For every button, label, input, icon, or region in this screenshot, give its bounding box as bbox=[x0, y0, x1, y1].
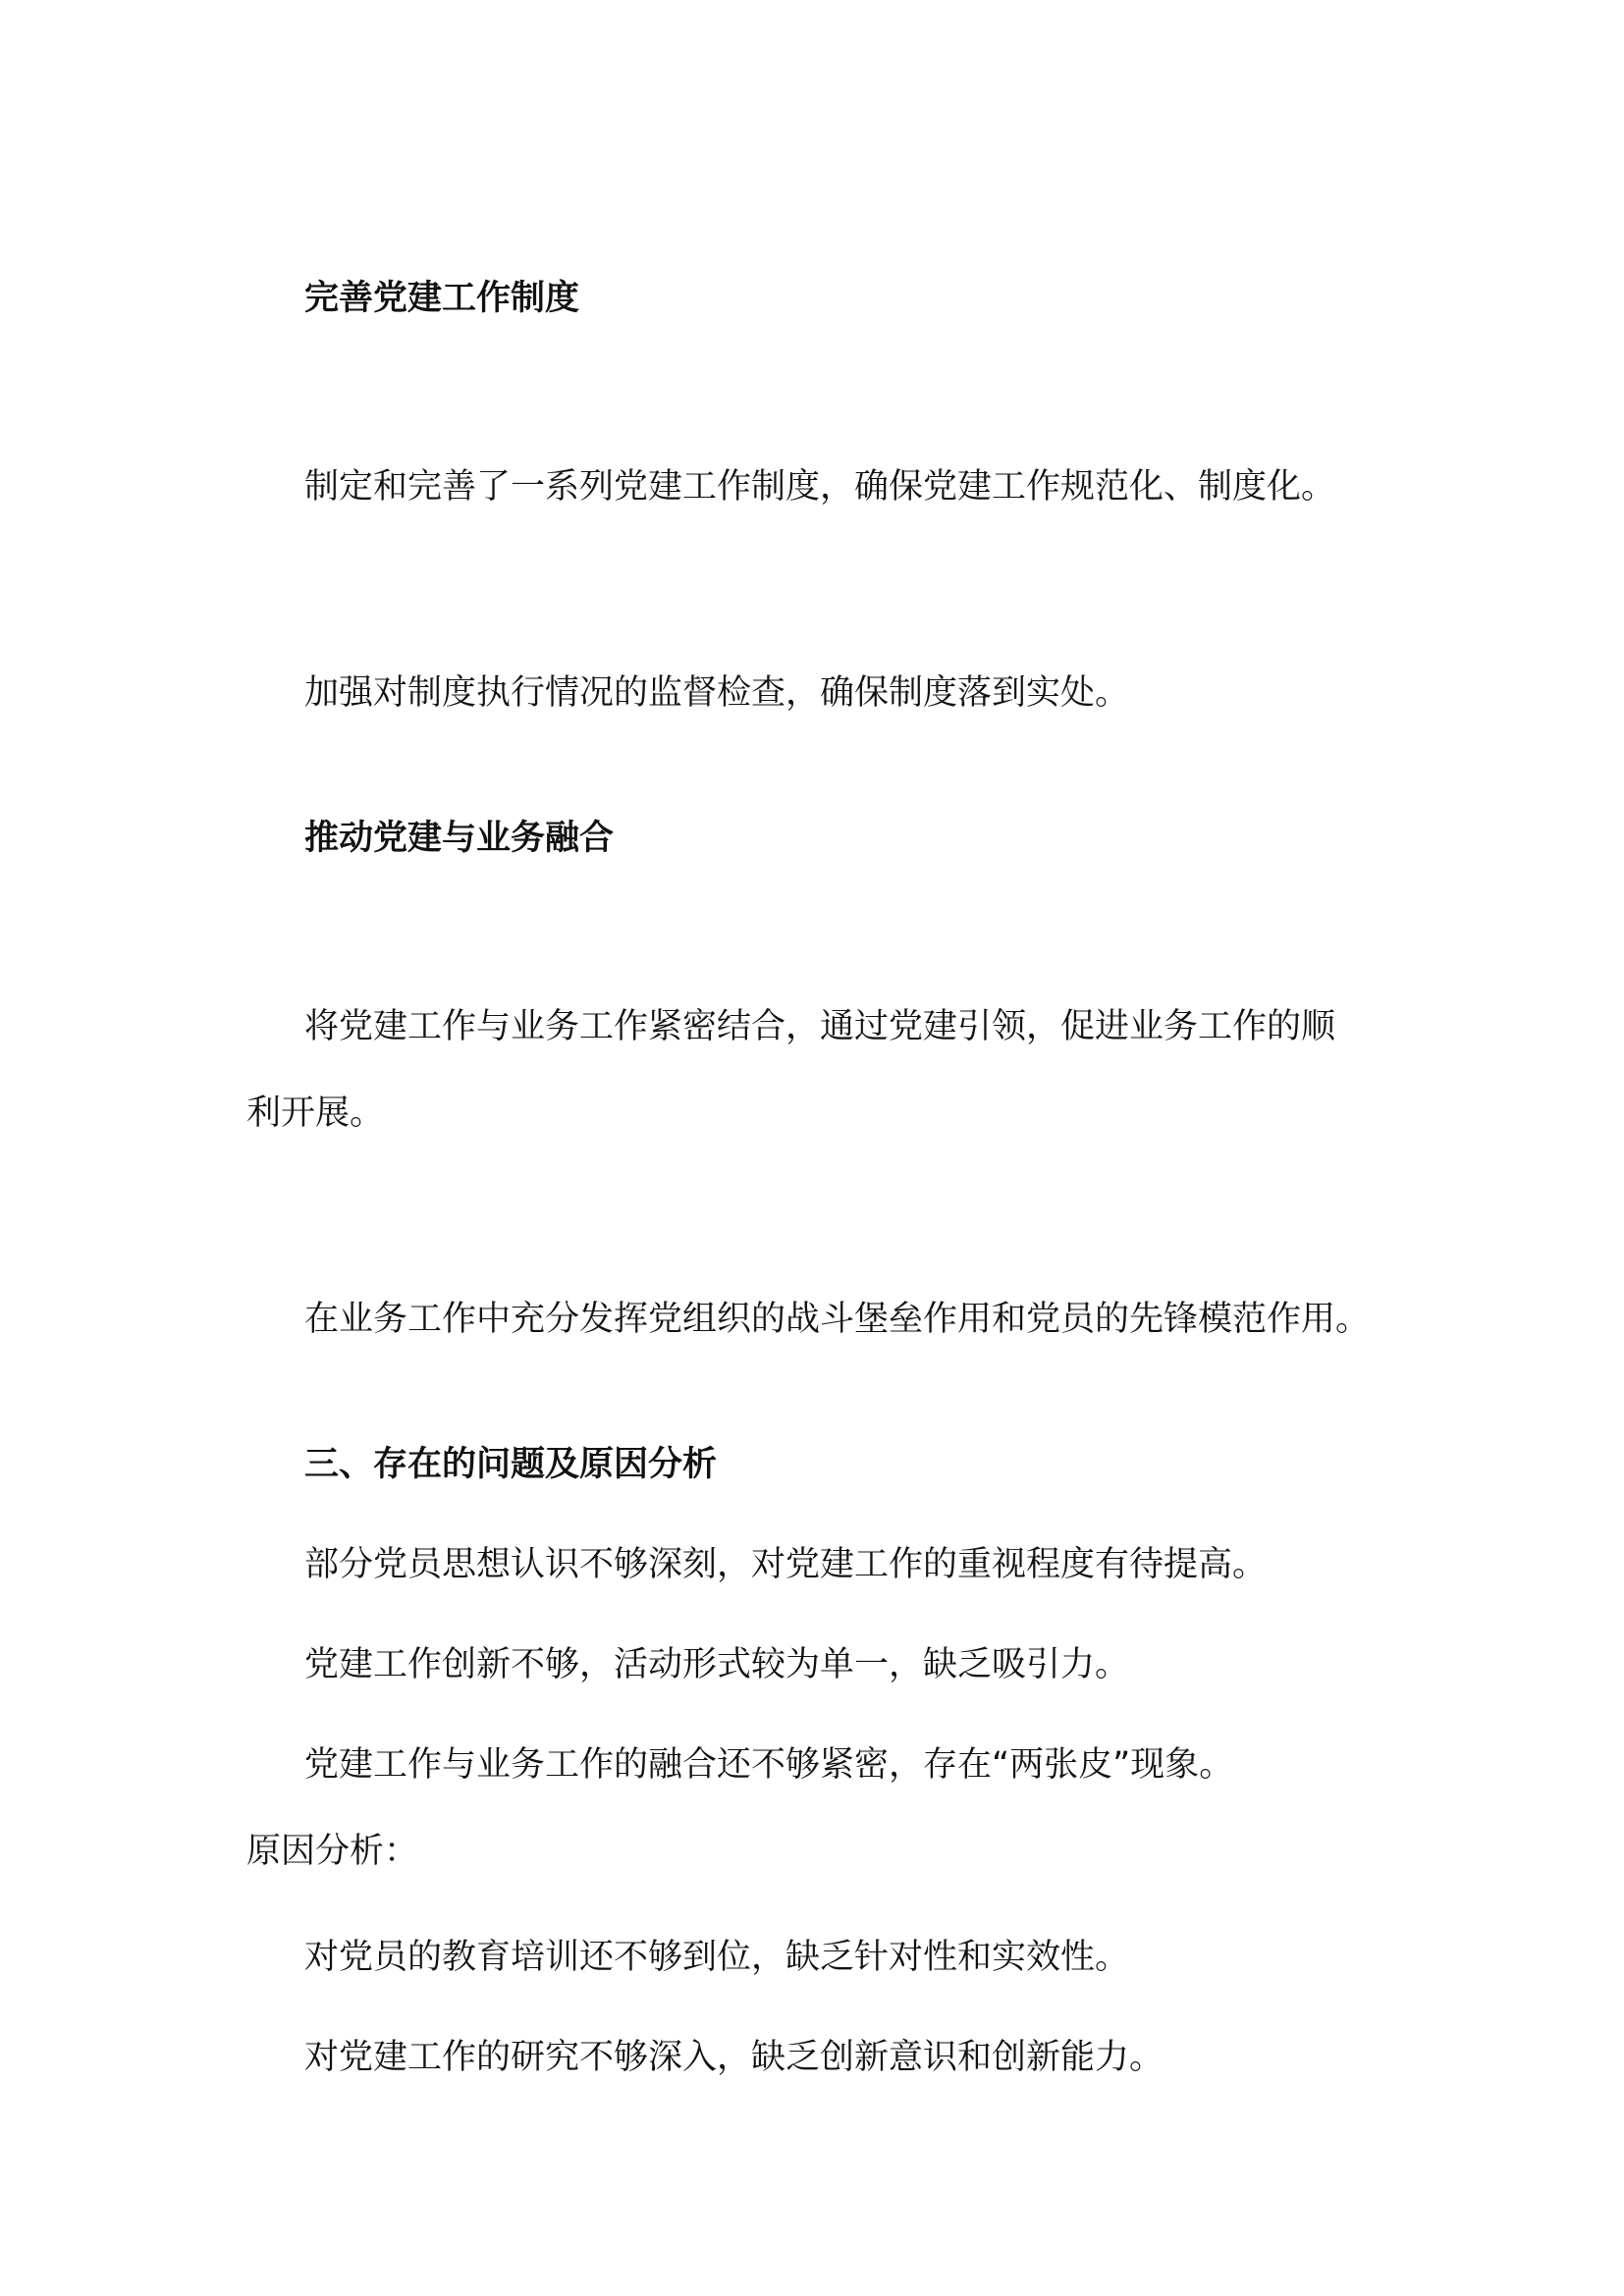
list-item: 部分党员思想认识不够深刻，对党建工作的重视程度有待提高。 bbox=[304, 1545, 1268, 1584]
section-heading: 完善党建工作制度 bbox=[304, 279, 580, 318]
cause-label: 原因分析： bbox=[246, 1832, 419, 1871]
paragraph: 加强对制度执行情况的监督检查，确保制度落到实处。 bbox=[304, 673, 1130, 713]
paragraph-continuation: 利开展。 bbox=[246, 1094, 385, 1133]
list-item: 对党员的教育培训还不够到位，缺乏针对性和实效性。 bbox=[304, 1938, 1130, 1977]
list-item: 党建工作与业务工作的融合还不够紧密，存在“两张皮”现象。 bbox=[304, 1745, 1234, 1785]
section-heading: 推动党建与业务融合 bbox=[304, 819, 615, 858]
section-heading: 三、存在的问题及原因分析 bbox=[304, 1445, 718, 1484]
list-item: 对党建工作的研究不够深入，缺乏创新意识和创新能力。 bbox=[304, 2038, 1164, 2077]
paragraph: 制定和完善了一系列党建工作制度，确保党建工作规范化、制度化。 bbox=[304, 467, 1336, 507]
list-item: 党建工作创新不够，活动形式较为单一，缺乏吸引力。 bbox=[304, 1645, 1130, 1684]
paragraph: 在业务工作中充分发挥党组织的战斗堡垒作用和党员的先锋模范作用。 bbox=[304, 1300, 1371, 1339]
paragraph: 将党建工作与业务工作紧密结合，通过党建引领，促进业务工作的顺 bbox=[304, 1007, 1336, 1046]
